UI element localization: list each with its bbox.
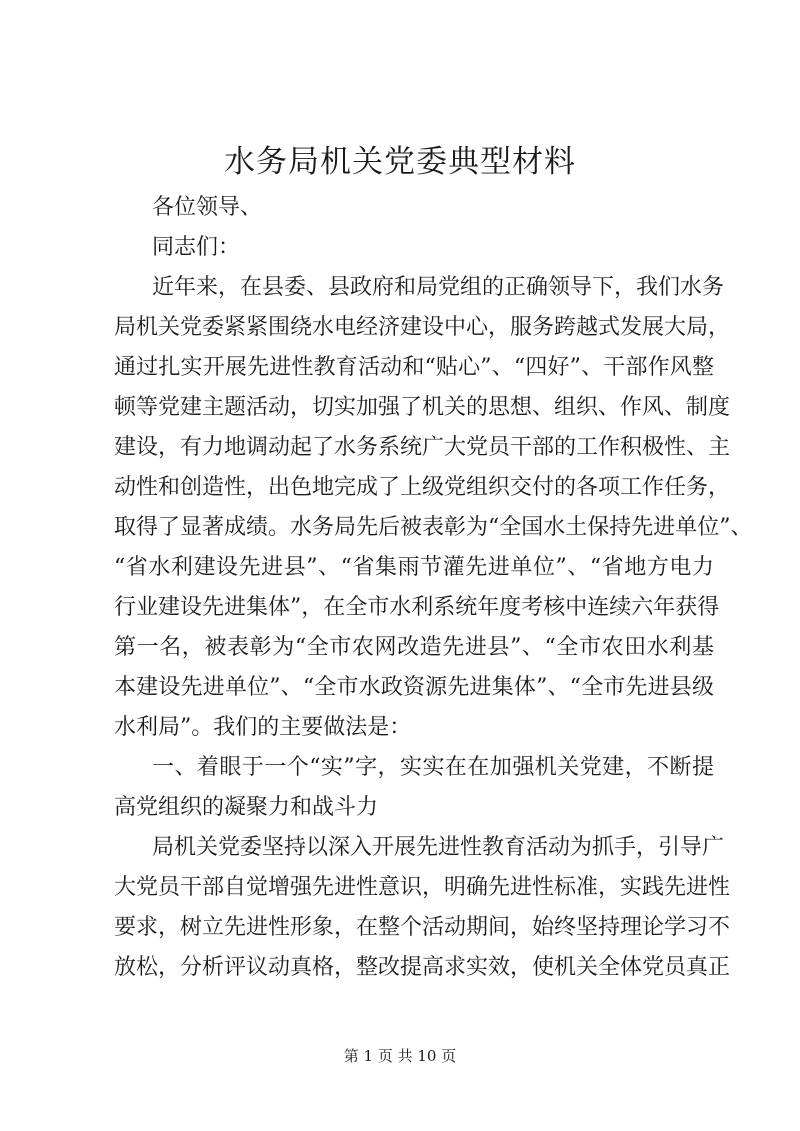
paragraph-line: 通过扎实开展先进性教育活动和“贴心”、“四好”、干部作风整 <box>114 355 714 380</box>
salutation-line-1: 各位领导、 <box>152 195 263 220</box>
page-footer: 第 1 页 共 10 页 <box>343 1047 457 1065</box>
document-body <box>114 188 753 988</box>
paragraph-line: 行业建设先进集体”，在全市水利系统年度考核中连续六年获得 <box>114 595 720 620</box>
paragraph-line: 水利局”。我们的主要做法是： <box>114 715 412 740</box>
paragraph-line: 本建设先进单位”、“全市水政资源先进集体”、“全市先进县级 <box>114 675 714 700</box>
paragraph-line: 要求，树立先进性形象，在整个活动期间，始终坚持理论学习不 <box>114 915 731 940</box>
paragraph-line: 第一名，被表彰为“全市农网改造先进县”、“全市农田水利基 <box>114 635 714 660</box>
salutation-line-2: 同志们： <box>152 235 241 260</box>
paragraph-line: 建设，有力地调动起了水务系统广大党员干部的工作积极性、主 <box>114 435 731 460</box>
section-heading-line: 一、着眼于一个“实”字，实实在在加强机关党建，不断提 <box>152 755 714 780</box>
paragraph-line: 放松，分析评议动真格，整改提高求实效，使机关全体党员真正 <box>114 955 731 980</box>
paragraph-line: 局机关党委紧紧围绕水电经济建设中心，服务跨越式发展大局， <box>114 315 731 340</box>
paragraph-line: “省水利建设先进县”、“省集雨节灌先进单位”、“省地方电力 <box>114 555 714 580</box>
document-title: 水务局机关党委典型材料 <box>224 144 576 180</box>
paragraph-line: 动性和创造性，出色地完成了上级党组织交付的各项工作任务， <box>114 475 731 500</box>
paragraph-line: 大党员干部自觉增强先进性意识，明确先进性标准，实践先进性 <box>114 875 731 900</box>
section-heading-line: 高党组织的凝聚力和战斗力 <box>114 795 379 820</box>
paragraph-line: 取得了显著成绩。水务局先后被表彰为“全国水土保持先进单位”、 <box>114 515 753 540</box>
paragraph-line: 顿等党建主题活动，切实加强了机关的思想、组织、作风、制度 <box>114 395 731 420</box>
paragraph-line: 近年来，在县委、县政府和局党组的正确领导下，我们水务 <box>152 275 725 300</box>
paragraph-line: 局机关党委坚持以深入开展先进性教育活动为抓手，引导广 <box>152 835 725 860</box>
